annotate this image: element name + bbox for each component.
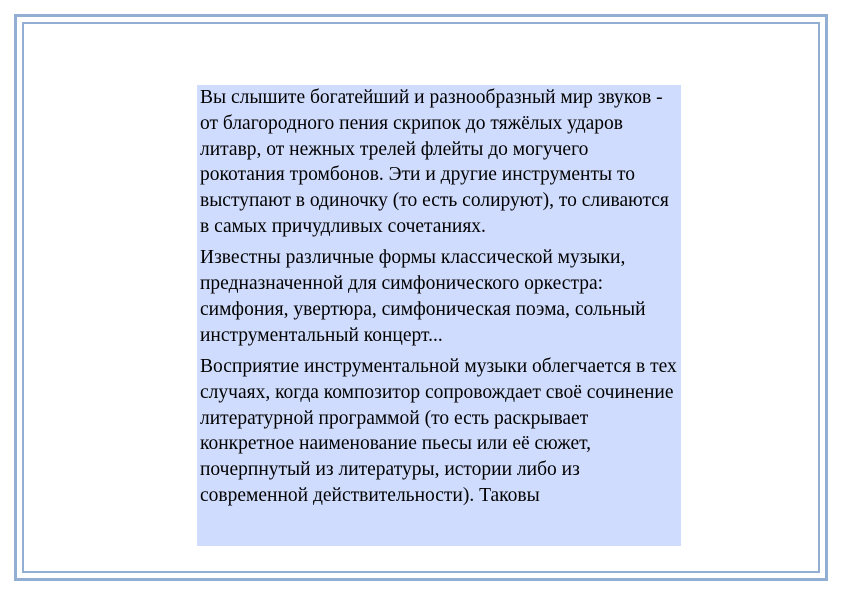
text-box <box>197 85 681 546</box>
paragraph-classical-forms: Известны различные формы классической музыки, предназначенной для симфонического оркестра: симфония, увертюра, симфоническая поэма, сольный инструментальный концерт... <box>200 247 646 346</box>
paragraph-instruments: Вы слышите богатейший и разнообразный мир звуков - от благородного пения скрипок до тяжёлых ударов литавр, от нежных трелей флейты до могучего рокотания тромбонов. Эти и другие инструменты то выступают в одиночку (то есть солируют), то сливаются в самых причудливых сочетаниях. <box>200 87 669 237</box>
paragraph-program-music: Восприятие инструментальной музыки облегчается в тех случаях, когда композитор сопровождает своё сочинение литературной программой (то есть раскрывает конкретное наименование пьесы или её сюжет, почерпнутый из литературы, истории либо из современной действительности). Таковы <box>200 355 677 506</box>
